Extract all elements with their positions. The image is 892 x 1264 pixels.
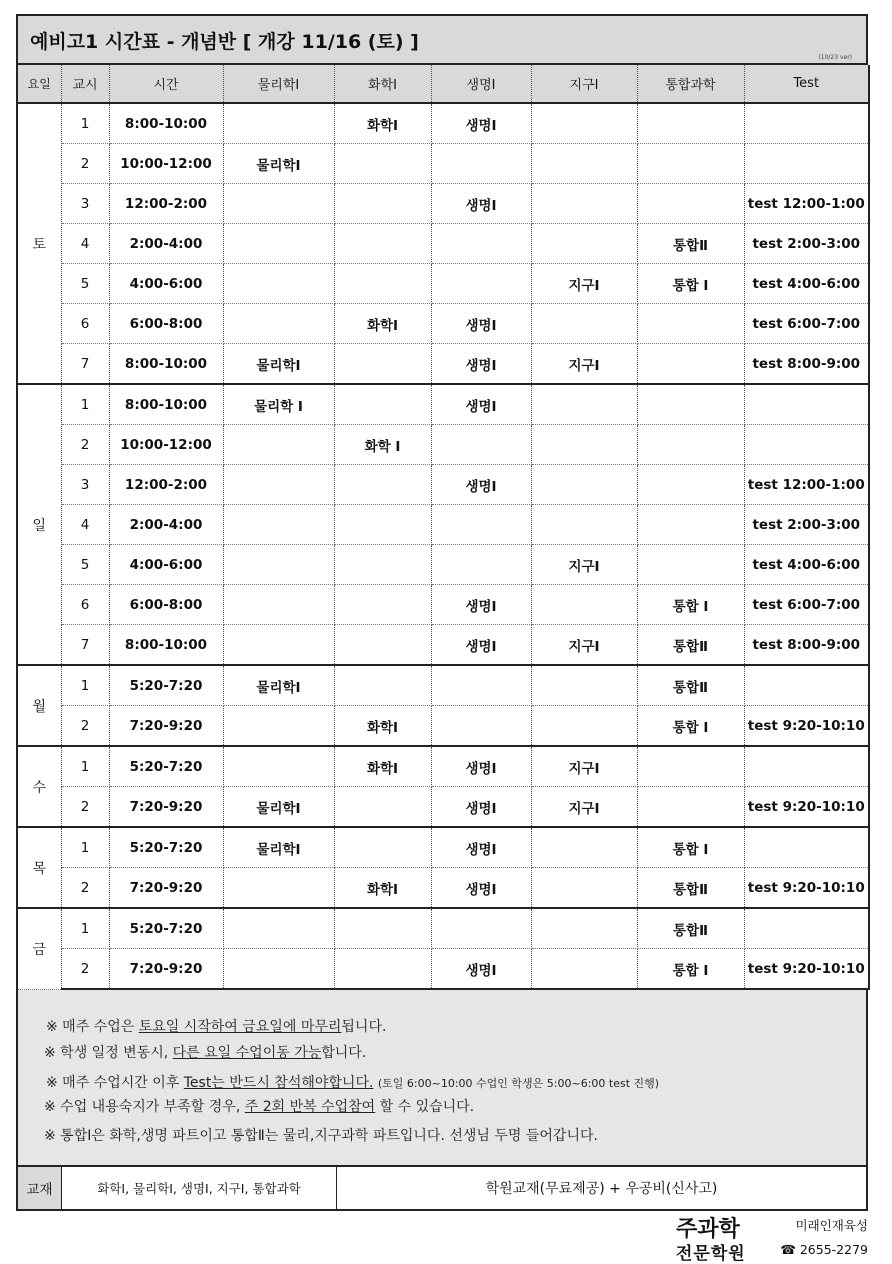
- biology-cell: 생명Ⅰ: [431, 465, 531, 505]
- timetable-sheet: [16, 14, 868, 1211]
- biology-cell: [431, 264, 531, 304]
- chemistry-cell: [334, 545, 431, 585]
- version-label: (10/23 ver): [818, 54, 852, 61]
- physics-cell: 물리학 Ⅰ: [223, 384, 334, 425]
- biology-cell: [431, 224, 531, 264]
- chemistry-cell: 화학Ⅰ: [334, 103, 431, 144]
- time-cell: 8:00-10:00: [109, 625, 223, 666]
- chemistry-cell: [334, 625, 431, 666]
- biology-cell: 생명Ⅰ: [431, 949, 531, 990]
- integrated-science-cell: [637, 384, 744, 425]
- period-cell: 1: [61, 103, 109, 144]
- table-row: [17, 184, 869, 224]
- table-row: [17, 545, 869, 585]
- earth-science-cell: 지구Ⅰ: [531, 264, 637, 304]
- earth-science-cell: [531, 184, 637, 224]
- time-cell: 8:00-10:00: [109, 344, 223, 385]
- earth-science-cell: [531, 505, 637, 545]
- biology-cell: 생명Ⅰ: [431, 184, 531, 224]
- col-header-biology: 생명Ⅰ: [431, 65, 531, 103]
- earth-science-cell: 지구Ⅰ: [531, 625, 637, 666]
- time-cell: 2:00-4:00: [109, 224, 223, 264]
- integrated-science-cell: 통합 Ⅰ: [637, 264, 744, 304]
- time-cell: 5:20-7:20: [109, 746, 223, 787]
- note-repeat-class: ※ 수업 내용숙지가 부족할 경우, 주 2회 반복 수업참여 할 수 있습니다.: [44, 1099, 475, 1115]
- day-cell: 토: [17, 103, 61, 384]
- physics-cell: [223, 545, 334, 585]
- table-row: [17, 264, 869, 304]
- biology-cell: 생명Ⅰ: [431, 746, 531, 787]
- note-test-required: ※ 매주 수업시간 이후 Test는 반드시 참석해야합니다. (토일 6:00~10:00 수업인 학생은 5:00~6:00 test 진행): [46, 1075, 660, 1091]
- physics-cell: [223, 224, 334, 264]
- test-cell: test 8:00-9:00: [744, 625, 869, 666]
- table-row: [17, 505, 869, 545]
- material-books: 학원교재(무료제공) + 우공비(신사고): [485, 1181, 718, 1197]
- test-cell: [744, 908, 869, 949]
- material-subjects: 화학Ⅰ, 물리학Ⅰ, 생명Ⅰ, 지구Ⅰ, 통합과학: [62, 1167, 337, 1209]
- title-bar: [16, 14, 868, 65]
- time-cell: 4:00-6:00: [109, 264, 223, 304]
- test-cell: [744, 144, 869, 184]
- test-cell: test 9:20-10:10: [744, 868, 869, 909]
- header-row: [17, 65, 869, 103]
- biology-cell: [431, 665, 531, 706]
- physics-cell: 물리학Ⅰ: [223, 344, 334, 385]
- test-cell: test 9:20-10:10: [744, 787, 869, 828]
- table-row: [17, 625, 869, 666]
- chemistry-cell: [334, 949, 431, 990]
- test-cell: test 9:20-10:10: [744, 706, 869, 747]
- chemistry-cell: [334, 787, 431, 828]
- test-cell: [744, 746, 869, 787]
- period-cell: 7: [61, 625, 109, 666]
- time-cell: 7:20-9:20: [109, 949, 223, 990]
- col-header-earth-science: 지구Ⅰ: [531, 65, 637, 103]
- biology-cell: 생명Ⅰ: [431, 868, 531, 909]
- integrated-science-cell: [637, 746, 744, 787]
- earth-science-cell: [531, 706, 637, 747]
- chemistry-cell: [334, 344, 431, 385]
- table-row: [17, 425, 869, 465]
- biology-cell: [431, 706, 531, 747]
- time-cell: 12:00-2:00: [109, 184, 223, 224]
- integrated-science-cell: [637, 425, 744, 465]
- biology-cell: [431, 505, 531, 545]
- material-label: 교재: [18, 1167, 62, 1209]
- day-cell: 월: [17, 665, 61, 746]
- integrated-science-cell: [637, 465, 744, 505]
- academy-logo-top: 주과학: [676, 1216, 740, 1242]
- chemistry-cell: 화학Ⅰ: [334, 746, 431, 787]
- test-cell: test 12:00-1:00: [744, 465, 869, 505]
- chemistry-cell: [334, 665, 431, 706]
- integrated-science-cell: 통합 Ⅰ: [637, 949, 744, 990]
- note-integrated-science: ※ 통합Ⅰ은 화학,생명 파트이고 통합Ⅱ는 물리,지구과학 파트입니다. 선생님 두명 들어갑니다.: [44, 1128, 598, 1144]
- period-cell: 4: [61, 505, 109, 545]
- table-row: [17, 868, 869, 909]
- time-cell: 6:00-8:00: [109, 585, 223, 625]
- notes-box: [16, 990, 868, 1167]
- chemistry-cell: [334, 465, 431, 505]
- period-cell: 2: [61, 706, 109, 747]
- period-cell: 1: [61, 665, 109, 706]
- integrated-science-cell: [637, 184, 744, 224]
- test-cell: [744, 425, 869, 465]
- col-header-chemistry: 화학Ⅰ: [334, 65, 431, 103]
- time-cell: 8:00-10:00: [109, 384, 223, 425]
- test-cell: test 12:00-1:00: [744, 184, 869, 224]
- chemistry-cell: [334, 144, 431, 184]
- academy-logo-bottom: 전문학원: [676, 1244, 746, 1264]
- time-cell: 5:20-7:20: [109, 908, 223, 949]
- physics-cell: [223, 264, 334, 304]
- table-row: [17, 344, 869, 385]
- time-cell: 5:20-7:20: [109, 665, 223, 706]
- earth-science-cell: [531, 827, 637, 868]
- period-cell: 1: [61, 746, 109, 787]
- biology-cell: 생명Ⅰ: [431, 344, 531, 385]
- time-cell: 4:00-6:00: [109, 545, 223, 585]
- period-cell: 3: [61, 184, 109, 224]
- day-cell: 수: [17, 746, 61, 827]
- col-header-test: Test: [744, 65, 869, 103]
- physics-cell: 물리학Ⅰ: [223, 665, 334, 706]
- chemistry-cell: [334, 384, 431, 425]
- integrated-science-cell: [637, 304, 744, 344]
- col-header-period: 교시: [61, 65, 109, 103]
- table-row: [17, 465, 869, 505]
- earth-science-cell: 지구Ⅰ: [531, 344, 637, 385]
- integrated-science-cell: 통합Ⅱ: [637, 665, 744, 706]
- earth-science-cell: [531, 465, 637, 505]
- table-row: [17, 827, 869, 868]
- physics-cell: [223, 425, 334, 465]
- time-cell: 8:00-10:00: [109, 103, 223, 144]
- page-title: 예비고1 시간표 - 개념반 [ 개강 11/16 (토) ]: [30, 31, 419, 53]
- time-cell: 5:20-7:20: [109, 827, 223, 868]
- integrated-science-cell: [637, 344, 744, 385]
- test-cell: test 2:00-3:00: [744, 224, 869, 264]
- biology-cell: [431, 545, 531, 585]
- test-cell: test 4:00-6:00: [744, 264, 869, 304]
- integrated-science-cell: 통합Ⅱ: [637, 224, 744, 264]
- physics-cell: [223, 706, 334, 747]
- chemistry-cell: 화학Ⅰ: [334, 304, 431, 344]
- earth-science-cell: [531, 949, 637, 990]
- integrated-science-cell: 통합Ⅱ: [637, 625, 744, 666]
- time-cell: 2:00-4:00: [109, 505, 223, 545]
- period-cell: 1: [61, 908, 109, 949]
- academy-slogan: 미래인재육성: [795, 1218, 868, 1233]
- note-weekly-schedule: ※ 매주 수업은 토요일 시작하여 금요일에 마무리됩니다.: [46, 1019, 387, 1035]
- biology-cell: 생명Ⅰ: [431, 787, 531, 828]
- chemistry-cell: [334, 505, 431, 545]
- time-cell: 7:20-9:20: [109, 787, 223, 828]
- integrated-science-cell: 통합 Ⅰ: [637, 827, 744, 868]
- chemistry-cell: [334, 827, 431, 868]
- period-cell: 5: [61, 545, 109, 585]
- chemistry-cell: [334, 224, 431, 264]
- test-cell: test 4:00-6:00: [744, 545, 869, 585]
- period-cell: 4: [61, 224, 109, 264]
- period-cell: 2: [61, 425, 109, 465]
- period-cell: 2: [61, 787, 109, 828]
- integrated-science-cell: 통합Ⅱ: [637, 908, 744, 949]
- time-cell: 10:00-12:00: [109, 144, 223, 184]
- table-row: [17, 908, 869, 949]
- biology-cell: [431, 144, 531, 184]
- chemistry-cell: [334, 585, 431, 625]
- test-cell: [744, 827, 869, 868]
- period-cell: 3: [61, 465, 109, 505]
- test-cell: [744, 665, 869, 706]
- table-row: [17, 787, 869, 828]
- physics-cell: [223, 908, 334, 949]
- period-cell: 7: [61, 344, 109, 385]
- biology-cell: 생명Ⅰ: [431, 384, 531, 425]
- table-row: [17, 224, 869, 264]
- col-header-time: 시간: [109, 65, 223, 103]
- physics-cell: 물리학Ⅰ: [223, 787, 334, 828]
- earth-science-cell: 지구Ⅰ: [531, 746, 637, 787]
- period-cell: 2: [61, 949, 109, 990]
- table-row: [17, 103, 869, 144]
- table-row: [17, 949, 869, 990]
- period-cell: 6: [61, 585, 109, 625]
- col-header-physics: 물리학Ⅰ: [223, 65, 334, 103]
- day-cell: 목: [17, 827, 61, 908]
- period-cell: 1: [61, 827, 109, 868]
- earth-science-cell: 지구Ⅰ: [531, 545, 637, 585]
- table-row: [17, 585, 869, 625]
- academy-phone: ☎ 2655-2279: [780, 1242, 868, 1257]
- chemistry-cell: 화학Ⅰ: [334, 868, 431, 909]
- chemistry-cell: [334, 908, 431, 949]
- earth-science-cell: [531, 665, 637, 706]
- earth-science-cell: 지구Ⅰ: [531, 787, 637, 828]
- material-row: [16, 1167, 868, 1211]
- earth-science-cell: [531, 585, 637, 625]
- test-cell: test 6:00-7:00: [744, 585, 869, 625]
- earth-science-cell: [531, 425, 637, 465]
- test-cell: test 8:00-9:00: [744, 344, 869, 385]
- biology-cell: 생명Ⅰ: [431, 625, 531, 666]
- time-cell: 7:20-9:20: [109, 706, 223, 747]
- period-cell: 5: [61, 264, 109, 304]
- test-cell: test 9:20-10:10: [744, 949, 869, 990]
- table-row: [17, 706, 869, 747]
- table-row: [17, 304, 869, 344]
- earth-science-cell: [531, 224, 637, 264]
- time-cell: 12:00-2:00: [109, 465, 223, 505]
- chemistry-cell: 화학 Ⅰ: [334, 425, 431, 465]
- biology-cell: 생명Ⅰ: [431, 585, 531, 625]
- earth-science-cell: [531, 868, 637, 909]
- integrated-science-cell: [637, 505, 744, 545]
- earth-science-cell: [531, 908, 637, 949]
- table-row: [17, 746, 869, 787]
- period-cell: 2: [61, 868, 109, 909]
- table-row: [17, 144, 869, 184]
- day-cell: 일: [17, 384, 61, 665]
- integrated-science-cell: 통합Ⅱ: [637, 868, 744, 909]
- physics-cell: [223, 304, 334, 344]
- physics-cell: [223, 505, 334, 545]
- physics-cell: [223, 868, 334, 909]
- chemistry-cell: [334, 264, 431, 304]
- integrated-science-cell: [637, 545, 744, 585]
- physics-cell: [223, 184, 334, 224]
- physics-cell: [223, 103, 334, 144]
- integrated-science-cell: 통합 Ⅰ: [637, 585, 744, 625]
- earth-science-cell: [531, 144, 637, 184]
- physics-cell: [223, 746, 334, 787]
- period-cell: 2: [61, 144, 109, 184]
- test-cell: test 6:00-7:00: [744, 304, 869, 344]
- biology-cell: 생명Ⅰ: [431, 304, 531, 344]
- table-row: [17, 665, 869, 706]
- academy-footer: [668, 1212, 868, 1262]
- biology-cell: 생명Ⅰ: [431, 103, 531, 144]
- integrated-science-cell: 통합 Ⅰ: [637, 706, 744, 747]
- col-header-day: 요일: [17, 65, 61, 103]
- test-cell: test 2:00-3:00: [744, 505, 869, 545]
- test-cell: [744, 384, 869, 425]
- period-cell: 6: [61, 304, 109, 344]
- col-header-integrated-science: 통합과학: [637, 65, 744, 103]
- integrated-science-cell: [637, 144, 744, 184]
- timetable-body: [17, 103, 869, 989]
- day-cell: 금: [17, 908, 61, 989]
- table-row: [17, 384, 869, 425]
- time-cell: 6:00-8:00: [109, 304, 223, 344]
- biology-cell: [431, 425, 531, 465]
- earth-science-cell: [531, 103, 637, 144]
- chemistry-cell: [334, 184, 431, 224]
- physics-cell: [223, 585, 334, 625]
- biology-cell: [431, 908, 531, 949]
- integrated-science-cell: [637, 787, 744, 828]
- timetable: [16, 65, 870, 990]
- test-cell: [744, 103, 869, 144]
- physics-cell: 물리학Ⅰ: [223, 144, 334, 184]
- period-cell: 1: [61, 384, 109, 425]
- physics-cell: 물리학Ⅰ: [223, 827, 334, 868]
- biology-cell: 생명Ⅰ: [431, 827, 531, 868]
- physics-cell: [223, 465, 334, 505]
- physics-cell: [223, 949, 334, 990]
- earth-science-cell: [531, 384, 637, 425]
- time-cell: 7:20-9:20: [109, 868, 223, 909]
- note-schedule-change: ※ 학생 일정 변동시, 다른 요일 수업이동 가능합니다.: [44, 1045, 367, 1061]
- physics-cell: [223, 625, 334, 666]
- earth-science-cell: [531, 304, 637, 344]
- integrated-science-cell: [637, 103, 744, 144]
- time-cell: 10:00-12:00: [109, 425, 223, 465]
- chemistry-cell: 화학Ⅰ: [334, 706, 431, 747]
